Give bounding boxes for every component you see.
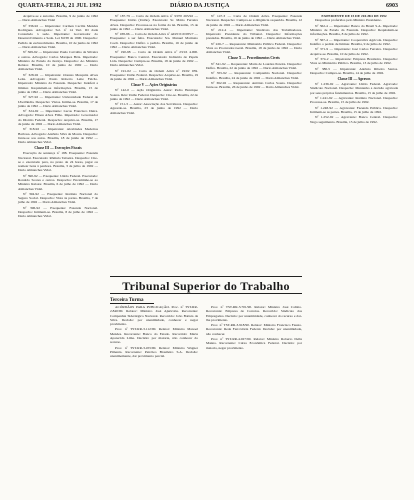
paragraph: Proc. nº TST-RR-3.701/90. Relator: Ministro José Calixto. Recorrente: Empresa de Correios. Recorrido: Sindicato dos Empregados. Decisão: por unanimidade, conhecer do recurso e dar-lhe provimento. (206, 305, 302, 322)
section-heading: Classe III — Agravos (337, 76, 371, 81)
paragraph: Arquive-se e autorize. Brasília, 9 de junho de 1992 — Dario Almanches Vidal (18, 14, 98, 23)
paragraph: Nº 369-92 — Impetrante: Paulo Carvalho da Silveira e outros. Advogado: Carlos Marques Brás. Impetrado: Ministro de Estado da Justiça. Despacho: Ao Ministro Relator. Brasília, 10 de junho de 1992 — Dario Almanches Vidal. (18, 50, 98, 72)
paragraph: Nº 336-92 — Impetrante: Carmen Cecília Mendes Rodrigues. Advogados: Sol. nº 14 Vert. ID dada Consulado à sede. Impetrante: Governador do Desenvolvimento e Sede. Lei 8.038 de 1990. Despacho: Pedido de esclarecimento. Brasília, 10 de junho de 1992 — Dario Almanches Vidal. (18, 23, 98, 49)
paragraph: Nº 380-5 — Impetrante: Antônio Ribeiro Santos. Despacho: Cumpra-se. Brasília, 14 de julho de 1992. (310, 66, 398, 75)
chamber-rule (110, 303, 154, 304)
paragraph: Nº 187-79 — Carta de Ordem Ativa nº 3/070 265/92 — Exequente: União (União). Executado: Sr. Mário Ferreira Alves. Despacho: Processe-se na forma da lei. Brasília, 15 de junho de 1992 — Dario Almanches Vidal. (110, 14, 198, 31)
paragraph: Nº 151-3 — Autor: Associação dos Servidores. Despacho: Aguarde-se. Brasília, 23 de junho de 1992 — Dario Almanches Vidal. (110, 102, 198, 115)
paragraph: Proc. nº TST-RR-3.455/90. Relator: Ministro Wagner Pimenta. Recorrente: Petróleo Brasileiro S.A. Decisão: unanimemente, dar provimento parcial. (110, 345, 198, 359)
paragraph: Nº 371-9 — Impetrante: José Carlos Ferreira. Despacho: Arquive-se. Brasília, 10 de julho de 1992. (310, 47, 398, 56)
paragraph: Nº 147-3 — Carta de Ordem Ativa. Exequente: Fazenda Nacional. Despacho: Cumpra-se a diligência requerida. Brasília, 12 de junho de 1992 — Dario Almanches Vidal. (206, 14, 302, 27)
paragraph: Nº 396-92 — Exequente: Fazenda Nacional. Despacho: Intimem-se. Brasília, 8 de julho de 1992 — Dario Almanches Vidal. (18, 205, 98, 219)
paragraph: ACÓRDÃOS PARA PUBLICAÇÃO. Proc. nº TST-RR-2.840/90. Relator: Ministro José Ajuricaba. Recorrente: Companhia Siderúrgica Nacional. Recorrido: João Batista da Silva. Decisão: por unanimidade, conhecer e negar provimento. (110, 305, 198, 326)
paragraph: Proc. nº TST-RR-4.027/90. Relator: Ministro Roberto Della Manna. Recorrente: Caixa Econômica Federal. Decisão: por maioria, negar provimento. (206, 337, 302, 350)
paragraph: Proc. nº TST-RR-3.112/90. Relator: Ministro Manoel Mendes. Recorrente: Banco do Estado. Recorrido: Maria Aparecida Lima. Decisão: por maioria, não conhecer do recurso. (110, 327, 198, 345)
section-heading: Classe X — Procedimentos Cíveis (228, 56, 280, 61)
paragraph: Nº 1.248-92 — Agravante: Fazenda Pública. Despacho: Intimem-se as partes. Brasília, 15 de julho de 1992. (310, 105, 398, 114)
paragraph: Nº 212-4 — Impetrante: Sindicato dos Trabalhadores. Impetrado: Presidente do Tribunal. Despacho: Informações prestadas. Brasília, 16 de junho de 1992 — Dario Almanches Vidal. (206, 27, 302, 41)
header-rule (16, 11, 400, 12)
publication-title: DIÁRIO DA JUSTIÇA (170, 3, 230, 9)
paragraph: Nº 327-92 — Impetrante: Universidade Federal de Uberlândia. Despacho: Vistos. Intime-se. Brasília, 17 de junho de 1992 — Dario Almanches Vidal. (18, 95, 98, 108)
paragraph: Nº 355-92 — Requerente: Companhia Nacional. Despacho: Indefiro. Brasília, 24 de junho de 1992 — Dario Almanches Vidal. (206, 71, 302, 80)
paragraph: Nº 226-7 — Requerente: Ministério Público Federal. Despacho: Vista ao Procurador-Geral. Brasília, 18 de junho de 1992 — Dario Almanches Vidal. (206, 41, 302, 55)
paragraph: Nº 1.241-92 — Agravante: Instituto Nacional. Despacho: Processe-se. Brasília, 15 de julho de 1992. (310, 96, 398, 105)
paragraph: Nº 367-4 — Impetrante: Cooperativa Agrícola. Despacho: Indefiro o pedido de liminar. Brasília, 9 de julho de 1992. (310, 37, 398, 46)
column-2 (110, 14, 198, 264)
section-heading: Classe V — Ações Originárias (131, 82, 177, 87)
paragraph: Nº 328-92 — Impetrante: Orestes Mesquita Alves Leite. Advogado: Paulo Roberto Leite Falcão. Impetrado: Ministro da Fazenda. Despacho: Indeferi a liminar. Requisitem-se informações. Brasília, 15 de junho de 1992 — Dario Almanches Vidal. (18, 72, 98, 94)
paragraph: Nº 191-02 — Carta de Ordem Ativa nº 19/02 039. Exequente: União Federal. Despacho: Arquive-se. Brasília, 19 de junho de 1992 — Dario Almanches Vidal. (110, 68, 198, 82)
paragraph: Nº 341-92 — Requerente: Maria de Lourdes Pereira. Despacho: Defiro. Brasília, 22 de junho de 1992 — Dario Almanches Vidal. (206, 61, 302, 70)
paragraph: Execução de sentença nº 188. Exequente: Fazenda Nacional. Executado: Rômulo Teixeira. Despacho: Cite-se o executado para, no prazo de 24 horas, pagar ou nomear bens à penhora. Brasília, 3 de julho de 1992 — Dario Almanches Vidal. (18, 151, 98, 173)
paragraph: Nº 1.252-92 — Agravante: Banco Central. Despacho: Nego seguimento. Brasília, 15 de julho de 1992. (310, 115, 398, 124)
paragraph: Nº 190-98 — Carta de Ordem Ativa nº 23/16 4.000. Exequente: Banco Central. Executado: Indústria de Papéis Ltda. Despacho: Cumpra-se. Brasília, 18 de junho de 1992 — Dario Almanches Vidal. (110, 50, 198, 68)
tst-column-1 (110, 305, 198, 485)
paragraph: Nº 318-92 — Impetrante: Alcebíades Medeiros Barbosa. Advogado: Antônio Silva de Moura. Despacho: Junte-se aos autos. Brasília, 18 de junho de 1992 — Dario Almanches Vidal. (18, 127, 98, 145)
paragraph: Despachos proferidos pelo Ministro Presidente. (315, 18, 382, 23)
paragraph: Nº 362-4 — Impetrante: Banco do Brasil S.A. Impetrado: Ministro de Estado da Fazenda. Despacho: Requisitem-se informações. Brasília, 8 de julho de 1992. (310, 23, 398, 37)
paragraph: Nº 390-92 — Exequente: União Federal. Executado: Ronaldo Soares e outros. Despacho: Encaminhe-se ao Ministro Relator. Brasília, 6 de julho de 1992 — Dario Almanches Vidal. (18, 173, 98, 191)
banner-rule (110, 276, 302, 277)
expediente-heading: EXPEDIENTE DE 15 DE JULHO DE 1992 (321, 14, 387, 18)
column-4 (310, 14, 398, 498)
paragraph: Proc. nº TST-RR-3.918/90. Relator: Ministro Francisco Fausto. Recorrente: Rede Ferroviária Federal. Decisão: por unanimidade, não conhecer. (206, 323, 302, 336)
paragraph: Nº 374-2 — Impetrante: Empresa Brasileira. Despacho: Vista ao Ministério Público. Brasília, 13 de julho de 1992. (310, 57, 398, 66)
column-3 (206, 14, 302, 264)
paragraph: Nº 1.236-92 — Agravante: União Federal. Agravado: Sindicato Nacional. Despacho: Mantenho a decisão agravada por seus próprios fundamentos. Brasília, 15 de julho de 1992. (310, 82, 398, 95)
section-heading: Classe III — Execuções Fiscais (34, 145, 82, 150)
paragraph: Nº 324-92 — Impetrante: Lucas Francisco Dutra. Advogado: Eliseu Alves Filho. Impetrado: Governador do Distrito Federal. Despacho: Arquive-se. Brasília, 17 de junho de 1992 — Dario Almanches Vidal. (18, 109, 98, 126)
chamber-heading: Terceira Turma (110, 298, 144, 303)
banner-rule (110, 293, 302, 294)
paragraph: Nº 394-92 — Exequente: Instituto Nacional do Seguro Social. Despacho: Vista às partes. Brasília, 7 de julho de 1992 — Dario Almanches Vidal. (18, 191, 98, 205)
paragraph: Nº 188-96 — Carta de Ordem Ativa nº AD/0 019 085/7 — Exequente: a ser feita. Executado: Sra. Manuel Marinato Coeli. Despacho: Defiro o pedido. Brasília, 16 de junho de 1992 — Dario Almanches Vidal. (110, 32, 198, 49)
column-1 (18, 14, 98, 498)
issue-date: QUARTA-FEIRA, 21 JUL 1992 (18, 3, 102, 9)
paragraph: Nº 362-92 — Requerente: Antônio Carlos Souza. Despacho: Junte-se. Brasília, 26 de junho de 1992 — Dario Almanches Vidal. (206, 80, 302, 90)
page-number: 6903 (386, 3, 398, 9)
court-banner (110, 276, 302, 294)
court-title: Tribunal Superior do Trabalho (122, 279, 290, 293)
paragraph: Nº 142-0 — Ação Originária. Autor: Pedro Henrique Soares. Réu: União Federal. Despacho: Cite-se. Brasília, 22 de junho de 1992 — Dario Almanches Vidal. (110, 88, 198, 101)
tst-column-2 (206, 305, 302, 485)
